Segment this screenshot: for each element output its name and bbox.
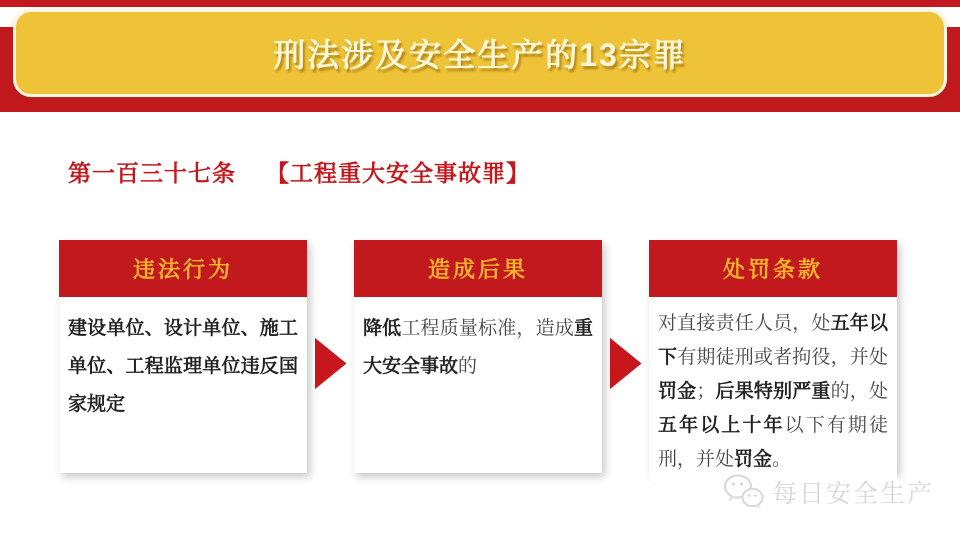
bold-text-segment: 建设单位、设计单位、施工单位、工程监理单位违反国家规定 bbox=[68, 318, 298, 415]
watermark-text: 每日安全生产 bbox=[771, 479, 934, 508]
flow-box bbox=[59, 240, 307, 473]
box-header: 造成后果 bbox=[354, 240, 602, 297]
bold-text-segment: 重大安全事故 bbox=[363, 318, 593, 377]
text-segment: 工程质量标准，造成 bbox=[401, 318, 574, 339]
text-segment: 的 bbox=[458, 356, 478, 377]
box-body-text bbox=[59, 297, 307, 473]
watermark bbox=[723, 473, 934, 510]
bold-text-segment: 后果特别严重 bbox=[715, 381, 831, 402]
title-banner bbox=[13, 9, 947, 97]
bold-text-segment: 降低 bbox=[363, 318, 402, 339]
text-segment: 有期徒刑或者拘役，并处 bbox=[677, 347, 888, 368]
crime-name: 【工程重大安全事故罪】 bbox=[266, 160, 530, 186]
text-segment: 对直接责任人员，处 bbox=[658, 313, 831, 334]
bold-text-segment: 罚金 bbox=[734, 449, 773, 470]
box-body-text bbox=[649, 297, 897, 483]
bold-text-segment: 五年以下 bbox=[658, 313, 888, 368]
top-red-strip bbox=[0, 0, 960, 7]
box-body-text bbox=[354, 297, 602, 473]
bold-text-segment: 罚金 bbox=[658, 381, 697, 402]
wechat-logo-icon bbox=[723, 473, 765, 510]
flow-diagram bbox=[59, 240, 897, 473]
slide-title: 刑法涉及安全生产的13宗罪 bbox=[273, 37, 687, 73]
arrow-slot bbox=[602, 240, 649, 473]
text-segment: 的，处 bbox=[830, 381, 888, 402]
flow-box bbox=[354, 240, 602, 473]
article-number: 第一百三十七条 bbox=[68, 160, 236, 186]
flow-arrow-icon bbox=[315, 338, 347, 390]
box-header: 处罚条款 bbox=[649, 240, 897, 297]
bold-text-segment: 五年以上十年 bbox=[658, 415, 785, 436]
text-segment: ； bbox=[696, 381, 716, 402]
flow-box bbox=[649, 240, 897, 473]
text-segment: 以下有期徒刑，并处 bbox=[658, 415, 888, 470]
text-segment: 。 bbox=[772, 449, 792, 470]
box-header: 违法行为 bbox=[59, 240, 307, 297]
arrow-slot bbox=[307, 240, 354, 473]
flow-arrow-icon bbox=[610, 338, 642, 390]
article-heading bbox=[68, 155, 530, 188]
